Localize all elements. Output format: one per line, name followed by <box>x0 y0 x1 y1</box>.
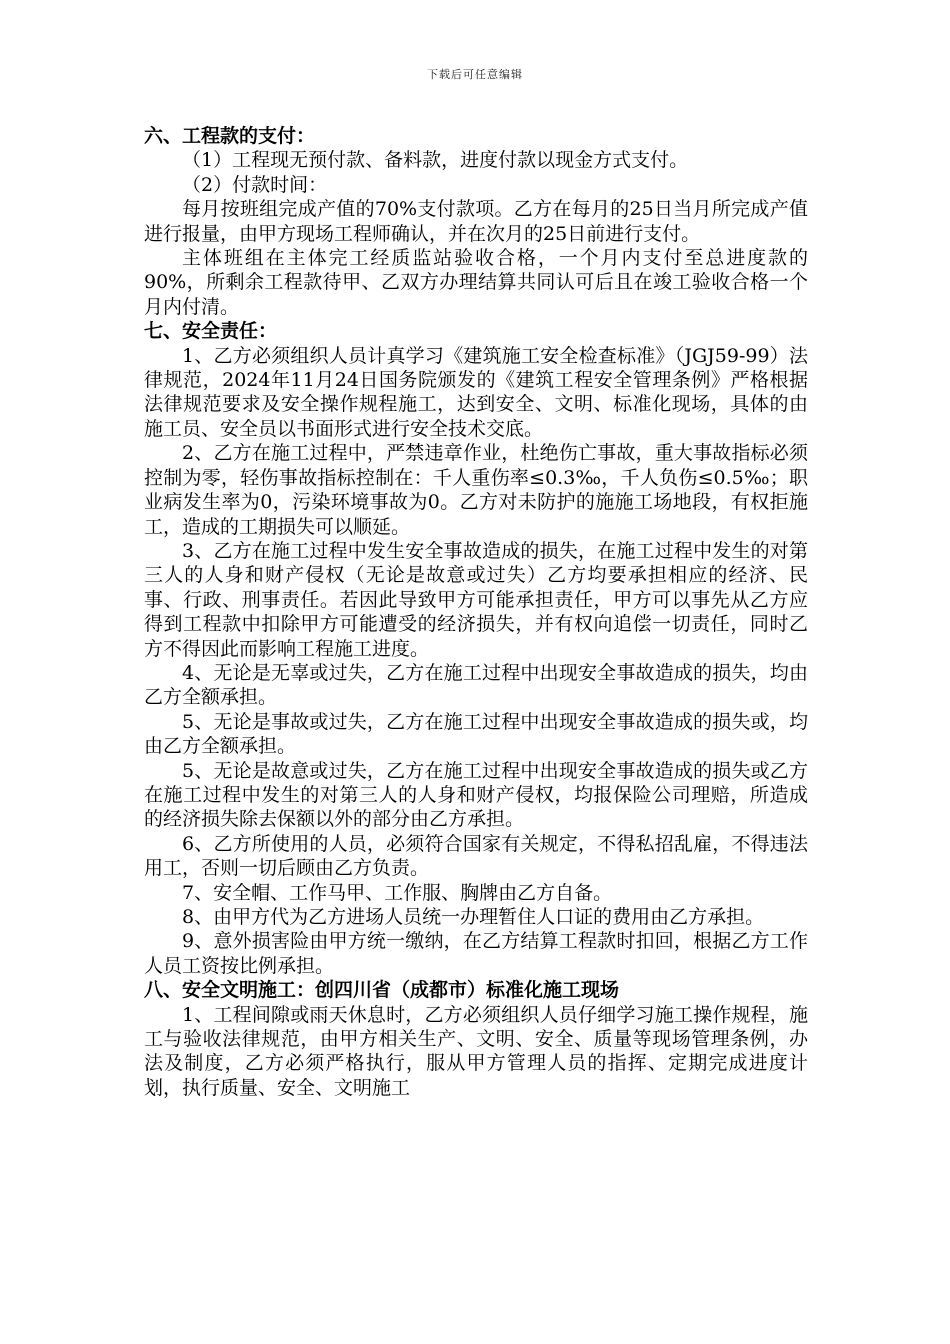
paragraph: 1、乙方必须组织人员计真学习《建筑施工安全检查标准》（JGJ59-99）法律规范，2024年11月24日国务院颁发的《建筑工程安全管理条例》严格根据法律规范要求及安全操作规程施工，达到安全、文明、标准化现场，具体的由施工员、安全员以书面形式进行安全技术交底。 <box>144 344 808 440</box>
paragraph: 5、无论是事故或过失，乙方在施工过程中出现安全事故造成的损失或，均由乙方全额承担。 <box>144 710 808 758</box>
paragraph: 3、乙方在施工过程中发生安全事故造成的损失，在施工过程中发生的对第三人的人身和财产侵权（无论是故意或过失）乙方均要承担相应的经济、民事、行政、刑事责任。若因此导致甲方可能承担责任，甲方可以事先从乙方应得到工程款中扣除甲方可能遭受的经济损失，并有权向追偿一切责任，同时乙方不得因此而影响工程施工进度。 <box>144 539 808 660</box>
page-header-note: 下载后可任意编辑 <box>427 68 523 81</box>
paragraph: 6、乙方所使用的人员，必须符合国家有关规定，不得私招乱雇，不得违法用工，否则一切后顾由乙方负责。 <box>144 832 808 880</box>
document-body <box>144 124 808 1100</box>
paragraph: 8、由甲方代为乙方进场人员统一办理暂住人口证的费用由乙方承担。 <box>182 906 765 928</box>
paragraph: （1）工程现无预付款、备料款，进度付款以现金方式支付。 <box>182 149 689 172</box>
section-title: 六、工程款的支付： <box>144 125 316 147</box>
paragraph: 9、意外损害险由甲方统一缴纳，在乙方结算工程款时扣回，根据乙方工作人员工资按比例承担。 <box>144 930 808 977</box>
paragraph: （2）付款时间： <box>182 173 328 196</box>
paragraph: 主体班组在主体完工经质监站验收合格，一个月内支付至总进度款的90%，所剩余工程款待甲、乙双方办理结算共同认可后且在竣工验收合格一个月内付清。 <box>144 247 808 318</box>
paragraph: 7、安全帽、工作马甲、工作服、胸牌由乙方自备。 <box>182 881 613 904</box>
paragraph: 2、乙方在施工过程中，严禁违章作业，杜绝伤亡事故，重大事故指标必须控制为零，轻伤事故指标控制在：千人重伤率≤0.3‰，千人负伤≤0.5‰；职业病发生率为0，污染环境事故为0。乙方对未防护的施施工场地段，有权拒施工，造成的工期损失可以顺延。 <box>144 442 808 538</box>
paragraph: 每月按班组完成产值的70%支付款项。乙方在每月的25日当月所完成产值进行报量，由甲方现场工程师确认，并在次月的25日前进行支付。 <box>144 198 808 245</box>
paragraph: 1、工程间隙或雨天休息时，乙方必须组织人员仔细学习施工操作规程，施工与验收法律规范，由甲方相关生产、文明、安全、质量等现场管理条例，办法及制度，乙方必须严格执行，服从甲方管理人员的指挥、定期完成进度计划，执行质量、安全、文明施工 <box>144 1003 808 1099</box>
section-title: 七、安全责任： <box>144 320 278 343</box>
paragraph: 5、无论是故意或过失，乙方在施工过程中出现安全事故造成的损失或乙方在施工过程中发生的对第三人的人身和财产侵权，均报保险公司理赔，所造成的经济损失除去保额以外的部分由乙方承担。 <box>144 759 808 831</box>
section-title: 八、安全文明施工：创四川省（成都市）标准化施工现场 <box>144 979 620 1002</box>
paragraph: 4、无论是无辜或过失，乙方在施工过程中出现安全事故造成的损失，均由乙方全额承担。 <box>144 661 808 709</box>
